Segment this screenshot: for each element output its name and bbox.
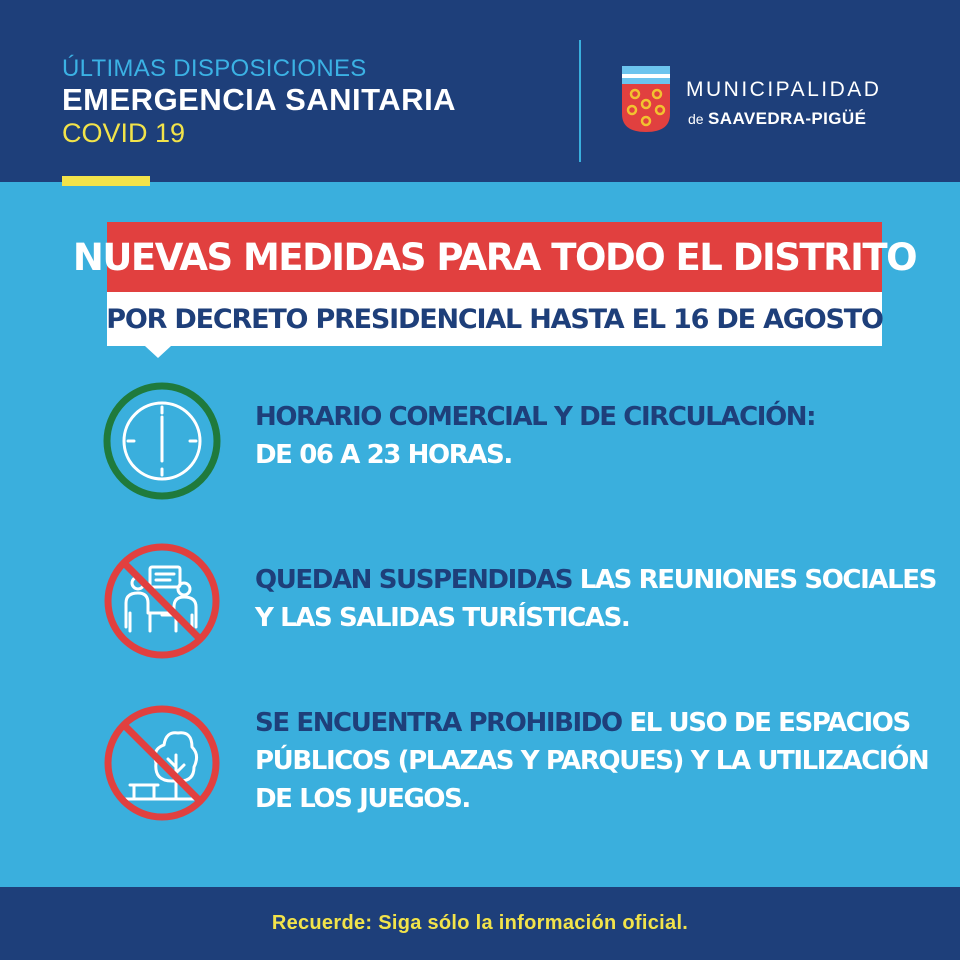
- banner-title: NUEVAS MEDIDAS PARA TODO EL DISTRITO: [72, 235, 917, 279]
- title-banner: [72, 222, 917, 292]
- header-bar: [0, 0, 960, 182]
- item-2-line1: [255, 561, 936, 599]
- item-3-text: [255, 704, 928, 818]
- municipality-place: [688, 109, 866, 129]
- municipality-shield-icon: [622, 66, 670, 132]
- item-2-text: [255, 561, 936, 637]
- item-1-text: [255, 398, 815, 474]
- footer-bar: [0, 887, 960, 960]
- item-3-line3: DE LOS JUEGOS.: [255, 784, 470, 814]
- no-park-icon: [102, 703, 222, 823]
- footer-text: Recuerde: Siga sólo la información oficial.: [271, 912, 689, 934]
- item-1-line2: DE 06 A 23 HORAS.: [255, 440, 512, 470]
- subtitle-banner: [107, 292, 882, 346]
- banner-pointer: [145, 346, 171, 358]
- municipality-name: MUNICIPALIDAD: [686, 78, 882, 101]
- item-3-line1-light: EL USO DE ESPACIOS: [621, 708, 910, 738]
- header-line1: ÚLTIMAS DISPOSICIONES: [62, 55, 367, 82]
- header-line2: EMERGENCIA SANITARIA: [62, 82, 457, 117]
- header-divider: [579, 40, 581, 162]
- item-3-line1: [255, 704, 928, 742]
- municipality-de: de: [688, 111, 704, 127]
- no-meeting-icon: [102, 541, 222, 661]
- clock-icon: [102, 381, 222, 501]
- municipality-place-name: SAAVEDRA-PIGÜÉ: [708, 109, 867, 128]
- item-2-line2: Y LAS SALIDAS TURÍSTICAS.: [255, 603, 630, 633]
- item-2-line1-dark: QUEDAN SUSPENDIDAS: [255, 565, 573, 595]
- header-line3: COVID 19: [62, 118, 186, 148]
- item-3-line1-dark: SE ENCUENTRA PROHIBIDO: [255, 708, 622, 738]
- yellow-accent-bar: [62, 176, 150, 186]
- banner-subtitle: POR DECRETO PRESIDENCIAL HASTA EL 16 DE AGOSTO: [106, 303, 883, 335]
- item-2-line1-light: LAS REUNIONES SOCIALES: [572, 565, 936, 595]
- item-3-line2: PÚBLICOS (PLAZAS Y PARQUES) Y LA UTILIZACIÓN: [255, 746, 929, 776]
- item-1-line1: HORARIO COMERCIAL Y DE CIRCULACIÓN:: [255, 402, 816, 432]
